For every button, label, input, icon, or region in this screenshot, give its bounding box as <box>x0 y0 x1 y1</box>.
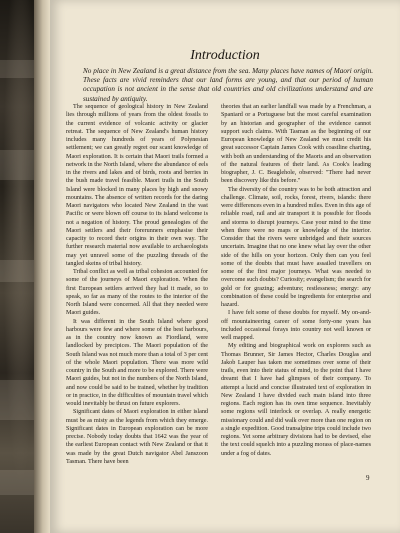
paragraph: theories that an earlier landfall was made by a Frenchman, a Spaniard or a Portuguese but the most careful examination by an historian and geographer of the evidence cannot support such claims. With Tasman as the beginning of our European knowledge of New Zealand we must credit his great successor Captain James Cook with coastline charting, with both an understanding of the Maoris and an observation of the natural features of their land. As Cook's leading biographer, J. C. Beaglehole, observed: "There had never been discovery like this before." <box>221 104 371 185</box>
paragraph: Tribal conflict as well as tribal cohesion accounted for some of the journeys of Maori exploration. When the first European settlers arrived they had it made, so to speak, so far as many of the routes to the interior of the North Island were concerned. All that they needed were Maori guides. <box>66 269 208 317</box>
book-page <box>50 0 400 533</box>
right-column <box>221 103 371 458</box>
paragraph: It was different in the South Island where good harbours were few and where some of the best harbours, as in the country now known as Fiordland, were landlocked by precipices. The Maori population of the South Island was not much more than a total of 3 per cent of the whole Maori population. There was more wild country in the South and more to be explored. There were Maori guides, but not in the numbers of the North Island, and now could be said to be trained, whether by tradition or in practice, in the difficulties of mountain travel which would inevitably be thrust on future explorers. <box>66 318 208 407</box>
left-column <box>66 103 208 466</box>
book-gutter <box>34 0 50 533</box>
paragraph: The sequence of geological history in New Zealand lies through millions of years from the oldest fossils to the current evidence of volcanic activity or glacier retreat. The sequence of New Zealand's human history includes many hundreds of years of Polynesian settlement; we can greatly regret our scant knowledge of Maori exploration. It is certain that Maori trails formed a network in the North Island, where the abundance of eels in the rivers and lakes and of birds, roots and berries in the bush made travel feasible. Maori trails in the South Island were blocked in many places by high and snowy mountains. The absence of written records for the daring Maori navigators who located New Zealand in the vast Pacific or were blown off course to its island welcome is not a negation of history. The proud genealogies of the Maori settlers and their forerunners emphasise their capacity to record their origins in their own way. The further research material now available to archaeologists may yet unravel some of the puzzling threads of the tangled skeins of tribal history. <box>66 104 208 267</box>
page-number: 9 <box>366 474 370 482</box>
paragraph: My editing and biographical work on explorers such as Thomas Brunner, Sir James Hector, Charles Douglas and Jakob Lauper has taken me sometimes over some of their trails, even into their status of mind, to the point that I have dreamt that I have had glimpses of their company. To attempt a lucid and concise illustrated text of exploration in New Zealand I have divided each main island into three regions. Each region has its own time sequence. Inevitably some regions will interlock or overlap. A really energetic missionary could and did walk over more than one region on a single expedition. Good transalpine trips could include two regions. Yet some arbitrary divisions had to be devised, else the text could squelch into a puzzling morass of place-names under a fog of dates. <box>221 343 371 457</box>
facing-page-photograph <box>0 0 34 533</box>
intro-paragraph: No place in New Zealand is a great distance from the sea. Many places have names of Maori origin. These facts are vivid reminders that our land forms are young, and that our period of human occupation is not ancient in the sense that old countries and old civilizations understand and are sustained by antiquity. <box>83 67 373 103</box>
page-title: Introduction <box>190 48 260 63</box>
paragraph: Significant dates of Maori exploration in either island must be as misty as the legends from which they emerge. Significant dates in European exploration can be more precise. Nobody today doubts that 1642 was the year of the earliest European contact with New Zealand or that it was made by the great Dutch navigator Abel Janszoon Tasman. There have been <box>66 409 208 465</box>
paragraph: I have felt some of these doubts for myself. My on-and-off mountaineering career of some forty-one years has included occasional forays into country not well known or well mapped. <box>221 310 371 341</box>
paragraph: The diversity of the country was to be both attraction and challenge. Climate, soil, rocks, forest, rivers, islands: there were differences even in a hundred miles. Even in this age of reliable road, rail and air transport it is possible for floods and storms to disrupt journeys. Case your mind to the time when there were no maps or knowledge of the interior. Consider that the rivers were unbridged and their sources uncertain. Imagine that no one knew what lay over the other side of the hills on your horizon. Only then can you feel some of the doubts that must have assailed travellers on some of the first major journeys. What was needed to overcome such doubts? Curiosity; evangelism; the search for gold or for grazing; adventure; restlessness; energy: any combination of these could be ingredients for enterprise and hazard. <box>221 186 371 308</box>
